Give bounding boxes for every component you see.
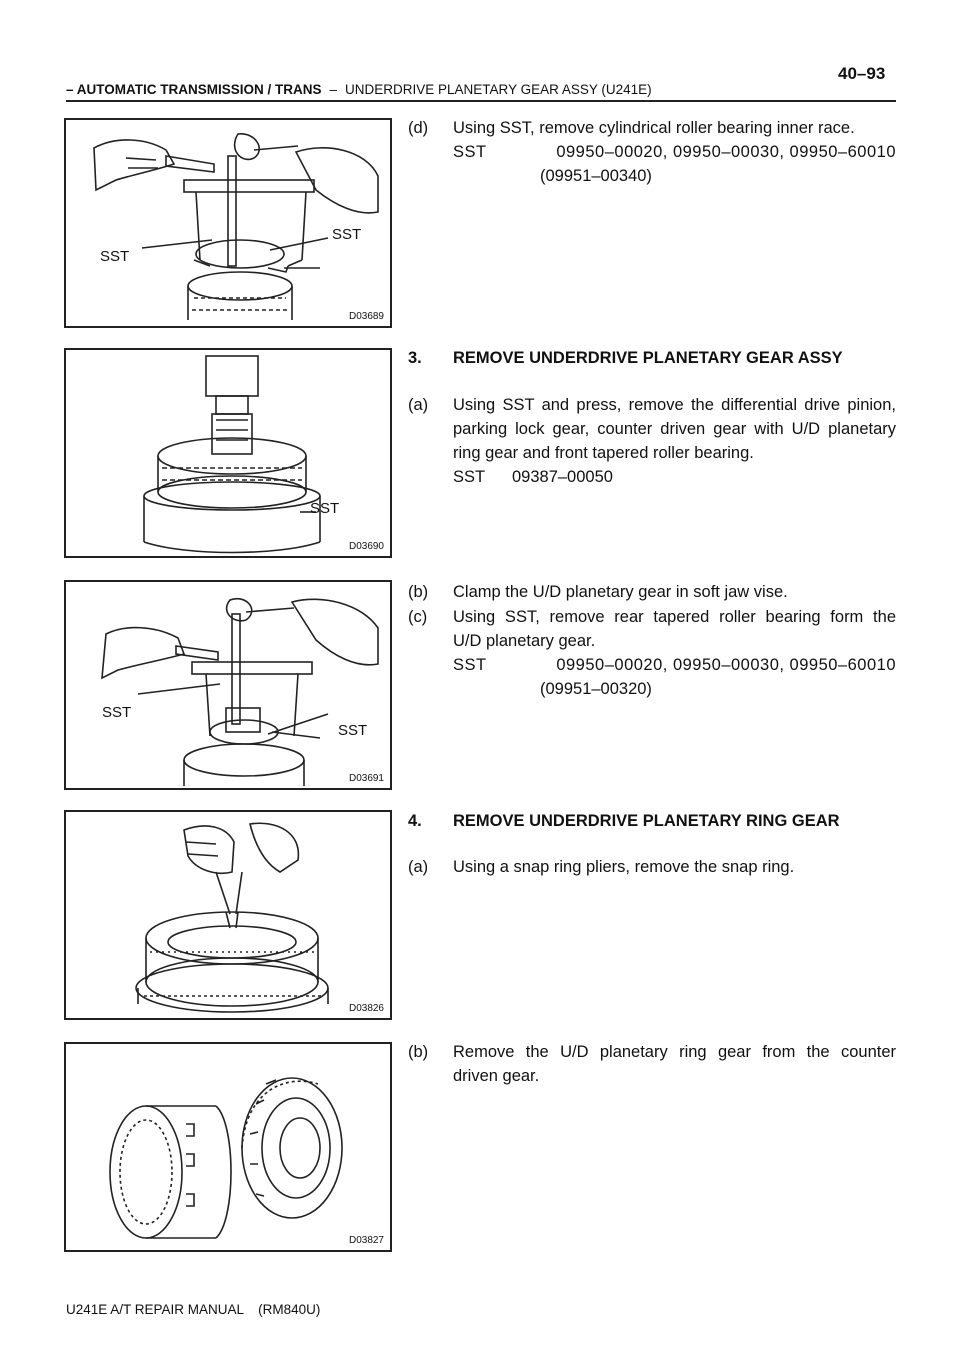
step-marker-4b: (b): [408, 1043, 429, 1061]
figure-code: D03691: [348, 773, 384, 784]
step-4b-line1: Remove the U/D planetary ring gear from the counter: [453, 1043, 896, 1061]
step-marker-3b: (b): [408, 583, 429, 601]
header-rule: [66, 100, 896, 102]
figure-code: D03689: [348, 311, 384, 322]
bearing-puller-illustration: [66, 120, 390, 326]
footer-code: (RM840U): [258, 1302, 321, 1317]
figure-code: D03690: [348, 541, 384, 552]
header-subsection: UNDERDRIVE PLANETARY GEAR ASSY (U241E): [345, 82, 652, 97]
step-marker-d: (d): [408, 119, 429, 137]
step-3a-line1: Using SST and press, remove the differential drive pinion,: [453, 396, 896, 414]
figure-code: D03826: [348, 1003, 384, 1014]
ring-gear-separation-illustration: [66, 1044, 390, 1250]
step-3b-text: Clamp the U/D planetary gear in soft jaw vise.: [453, 583, 788, 601]
step-4b-line2: driven gear.: [453, 1067, 540, 1085]
step-4-heading: REMOVE UNDERDRIVE PLANETARY RING GEAR: [453, 812, 840, 830]
sst-label: SST: [453, 656, 487, 674]
step-3a-sst-numbers: 09387–00050: [512, 468, 613, 486]
callout-sst-left: SST: [102, 704, 132, 721]
step-marker-4: 4.: [408, 812, 422, 830]
figure-d03690: [64, 348, 392, 558]
step-marker-3: 3.: [408, 349, 422, 367]
step-3a-line3: ring gear and front tapered roller bearing.: [453, 444, 754, 462]
rear-bearing-puller-illustration: [66, 582, 390, 788]
footer-manual: U241E A/T REPAIR MANUAL: [66, 1302, 245, 1317]
step-3a-line2: parking lock gear, counter driven gear with U/D planetary: [453, 420, 896, 438]
step-d-text: Using SST, remove cylindrical roller bearing inner race.: [453, 119, 855, 137]
sst-label: SST: [453, 143, 487, 161]
step-marker-3c: (c): [408, 608, 428, 626]
figure-d03689: [64, 118, 392, 328]
sst-numbers: 09950–00020, 09950–00030, 09950–60010: [556, 143, 896, 161]
header-separator: –: [329, 82, 338, 97]
running-header: [66, 82, 652, 97]
step-3c-line2: U/D planetary gear.: [453, 632, 596, 650]
callout-sst: SST: [310, 500, 340, 517]
figure-d03827: [64, 1042, 392, 1252]
step-3c-sst-sub: (09951–00320): [540, 680, 652, 698]
snap-ring-pliers-illustration: [66, 812, 390, 1018]
press-removal-illustration: [66, 350, 390, 556]
step-marker-4a: (a): [408, 858, 429, 876]
sst-numbers: 09950–00020, 09950–00030, 09950–60010: [556, 656, 896, 674]
step-d-sst-line: [453, 141, 896, 164]
step-3a-sst-label: SST: [453, 468, 486, 486]
step-d-sst-sub: (09951–00340): [540, 167, 652, 185]
step-3c-sst-line: [453, 654, 896, 677]
page-number: 40–93: [838, 64, 886, 83]
header-section: – AUTOMATIC TRANSMISSION / TRANS: [66, 82, 322, 97]
figure-d03691: [64, 580, 392, 790]
step-4a-text: Using a snap ring pliers, remove the snap ring.: [453, 858, 795, 876]
page-footer: [66, 1302, 320, 1317]
callout-sst-right: SST: [338, 722, 368, 739]
callout-sst-left: SST: [100, 248, 130, 265]
step-marker-3a: (a): [408, 396, 429, 414]
step-3-heading: REMOVE UNDERDRIVE PLANETARY GEAR ASSY: [453, 349, 843, 367]
figure-code: D03827: [348, 1235, 384, 1246]
step-3c-line1: Using SST, remove rear tapered roller bearing form the: [453, 608, 896, 626]
figure-d03826: [64, 810, 392, 1020]
callout-sst-right: SST: [332, 226, 362, 243]
